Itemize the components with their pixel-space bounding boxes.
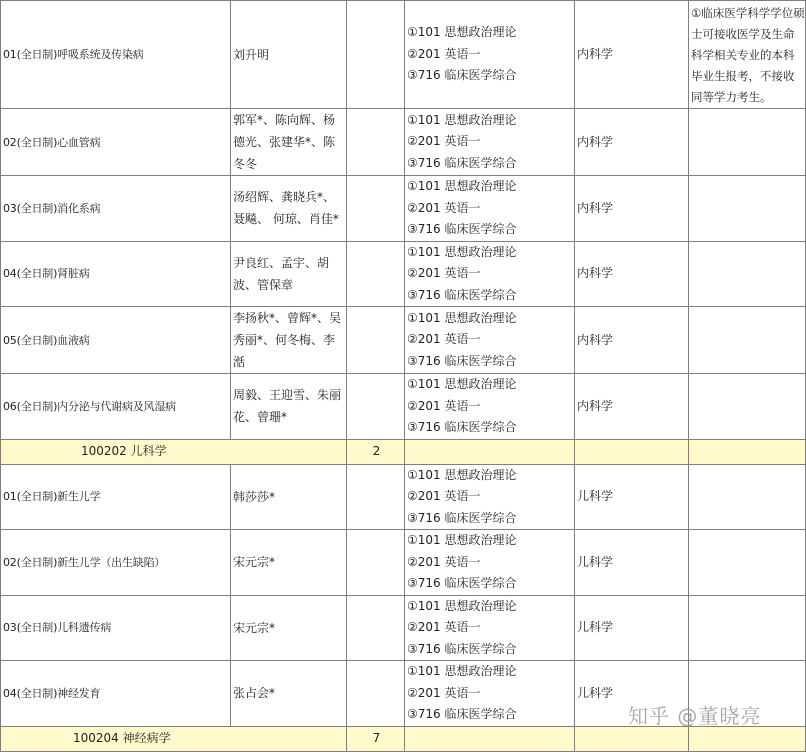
category-name: 100204 神经病学: [1, 726, 347, 751]
supervisors-cell: 韩莎莎*: [231, 464, 347, 530]
note-cell: [689, 374, 806, 440]
subject-line: ②201 英语一: [407, 398, 481, 413]
subject-line: ①101 思想政治理论: [407, 310, 517, 325]
subjects-cell: [405, 1, 575, 109]
subject-line: ③716 临床医学综合: [407, 641, 517, 656]
subject-line: ③716 临床医学综合: [407, 68, 517, 83]
direction-cell: 06(全日制)内分泌与代谢病及风湿病: [1, 374, 231, 440]
direction-cell: 01(全日制)呼吸系统及传染病: [1, 1, 231, 109]
subject-line: ③716 临床医学综合: [407, 510, 517, 525]
quota-cell: [347, 464, 405, 530]
subject-line: ③716 临床医学综合: [407, 353, 517, 368]
note-cell: [689, 307, 806, 374]
supervisors-cell: 汤绍辉、龚晓兵*、聂飚、 何琼、肖佳*: [231, 176, 347, 242]
direction-cell: 03(全日制)儿科遗传病: [1, 595, 231, 661]
subjects-cell: [405, 307, 575, 374]
dept-cell: 内科学: [575, 109, 689, 176]
supervisors-cell: 周毅、王迎雪、朱丽花、曾珊*: [231, 374, 347, 440]
table-row: [1, 464, 806, 530]
subject-line: ①101 思想政治理论: [407, 244, 517, 259]
dept-cell: 儿科学: [575, 661, 689, 727]
category-empty-cell: [405, 726, 575, 751]
subject-line: ②201 英语一: [407, 489, 481, 503]
direction-cell: 02(全日制)新生儿学（出生缺陷）: [1, 530, 231, 596]
note-cell: [689, 530, 806, 596]
subject-line: ②201 英语一: [407, 620, 481, 634]
subject-line: ①101 思想政治理论: [407, 664, 517, 678]
subject-line: ②201 英语一: [407, 554, 481, 569]
quota-cell: [347, 595, 405, 661]
note-cell: [689, 464, 806, 530]
subject-line: ②201 英语一: [407, 46, 481, 61]
subject-line: ①101 思想政治理论: [407, 467, 517, 482]
category-name: 100202 儿科学: [1, 439, 347, 464]
dept-cell: 内科学: [575, 374, 689, 440]
table-row: [1, 176, 806, 242]
direction-cell: 04(全日制)肾脏病: [1, 241, 231, 307]
dept-cell: 内科学: [575, 307, 689, 374]
subject-line: ②201 英语一: [407, 266, 481, 280]
table-row: [1, 595, 806, 661]
note-cell: [689, 241, 806, 307]
category-empty-cell: [575, 726, 689, 751]
subjects-cell: [405, 661, 575, 727]
note-cell: ①临床医学科学学位硕士可接收医学及生命科学相关专业的本科毕业生报考，不接收同等学力考生。: [689, 1, 806, 109]
category-empty-cell: [575, 439, 689, 464]
table-row: [1, 109, 806, 176]
subject-line: ②201 英语一: [407, 200, 481, 215]
subject-line: ①101 思想政治理论: [407, 598, 517, 613]
subject-line: ②201 英语一: [407, 685, 481, 700]
subject-line: ②201 英语一: [407, 134, 481, 149]
category-empty-cell: [405, 439, 575, 464]
supervisors-cell: 尹良红、孟宇、胡波、管保章: [231, 241, 347, 307]
subject-line: ③716 临床医学综合: [407, 155, 517, 170]
subjects-cell: [405, 109, 575, 176]
subjects-cell: [405, 530, 575, 596]
category-row: [1, 726, 806, 751]
quota-cell: [347, 176, 405, 242]
subject-line: ③716 临床医学综合: [407, 287, 517, 302]
table-row: [1, 374, 806, 440]
direction-cell: 05(全日制)血液病: [1, 307, 231, 374]
table-row: [1, 307, 806, 374]
subjects-cell: [405, 241, 575, 307]
direction-cell: 04(全日制)神经发育: [1, 661, 231, 727]
quota-cell: [347, 109, 405, 176]
subjects-cell: [405, 595, 575, 661]
dept-cell: 儿科学: [575, 464, 689, 530]
dept-cell: 内科学: [575, 176, 689, 242]
subjects-cell: [405, 176, 575, 242]
quota-cell: [347, 1, 405, 109]
dept-cell: 内科学: [575, 241, 689, 307]
supervisors-cell: 张占会*: [231, 661, 347, 727]
subject-line: ③716 临床医学综合: [407, 420, 517, 434]
subject-line: ③716 临床医学综合: [407, 222, 517, 236]
category-empty-cell: [689, 439, 806, 464]
dept-cell: 儿科学: [575, 595, 689, 661]
supervisors-cell: 刘升明: [231, 1, 347, 109]
dept-cell: 儿科学: [575, 530, 689, 596]
table-row: [1, 530, 806, 596]
subjects-cell: [405, 374, 575, 440]
subject-line: ①101 思想政治理论: [407, 377, 517, 391]
supervisors-cell: 宋元宗*: [231, 530, 347, 596]
category-count: 7: [347, 726, 405, 751]
subject-line: ①101 思想政治理论: [407, 25, 517, 40]
direction-cell: 03(全日制)消化系病: [1, 176, 231, 242]
subject-line: ①101 思想政治理论: [407, 112, 517, 127]
note-cell: [689, 176, 806, 242]
supervisors-cell: 宋元宗*: [231, 595, 347, 661]
subject-line: ②201 英语一: [407, 332, 481, 347]
category-count: 2: [347, 439, 405, 464]
direction-cell: 02(全日制)心血管病: [1, 109, 231, 176]
subject-line: ③716 临床医学综合: [407, 707, 517, 721]
note-cell: [689, 109, 806, 176]
table-row: [1, 241, 806, 307]
category-empty-cell: [689, 726, 806, 751]
subjects-cell: [405, 464, 575, 530]
quota-cell: [347, 241, 405, 307]
subject-line: ①101 思想政治理论: [407, 533, 517, 547]
watermark: 知乎 @董晓亮: [628, 704, 762, 728]
subject-line: ③716 临床医学综合: [407, 576, 517, 590]
subject-line: ①101 思想政治理论: [407, 179, 517, 193]
quota-cell: [347, 307, 405, 374]
quota-cell: [347, 530, 405, 596]
quota-cell: [347, 661, 405, 727]
direction-cell: 01(全日制)新生儿学: [1, 464, 231, 530]
supervisors-cell: 李扬秋*、曾辉*、吴秀丽*、何冬梅、李湉: [231, 307, 347, 374]
category-row: [1, 439, 806, 464]
quota-cell: [347, 374, 405, 440]
note-cell: [689, 595, 806, 661]
supervisors-cell: 郭军*、陈向辉、杨德光、张建华*、陈冬冬: [231, 109, 347, 176]
table-body: [1, 1, 806, 752]
table-row: [1, 1, 806, 109]
dept-cell: 内科学: [575, 1, 689, 109]
